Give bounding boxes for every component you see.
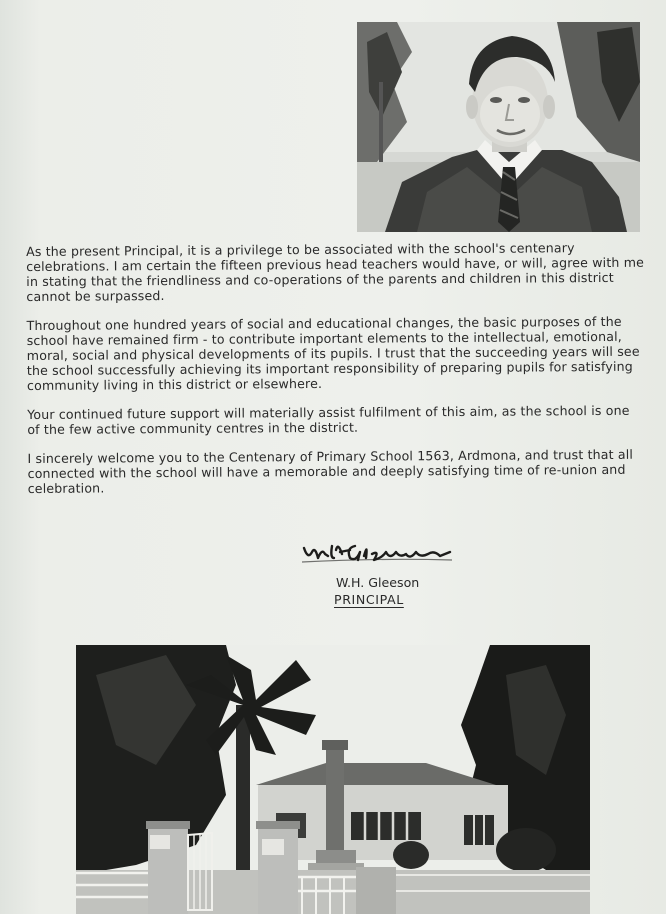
paragraph: Your continued future support will materially assist fulfilment of this aim, as the school is one of the few active community centres in the district. <box>27 402 630 437</box>
signer-block <box>330 574 480 608</box>
signer-name: W.H. Gleeson <box>336 575 420 590</box>
principal-portrait-photo <box>357 22 640 232</box>
letter-body <box>26 240 646 510</box>
signer-title: PRINCIPAL <box>334 592 404 607</box>
school-building-photo <box>76 645 590 914</box>
paragraph: I sincerely welcome you to the Centenary of Primary School 1563, Ardmona, and trust that all connected with the school will have a memorable and deeply satisfying time of re-union and celebration. <box>27 446 634 496</box>
handwritten-signature <box>300 538 460 570</box>
paragraph: Throughout one hundred years of social and educational changes, the basic purposes of the school have remained firm - to contribute important elements to the intellectual, emotional, moral, social and physical developments of its pupils. I trust that the succeeding years will see the school successfully achieving its important responsibility of preparing pupils for satisfying community living in this district or elsewhere. <box>26 313 640 393</box>
paragraph: As the present Principal, it is a privilege to be associated with the school's centenary celebrations. I am certain the fifteen previous head teachers would have, or will, agree with me in stating that the friendliness and co-operations of the parents and children in this district cannot be surpassed. <box>26 240 645 304</box>
